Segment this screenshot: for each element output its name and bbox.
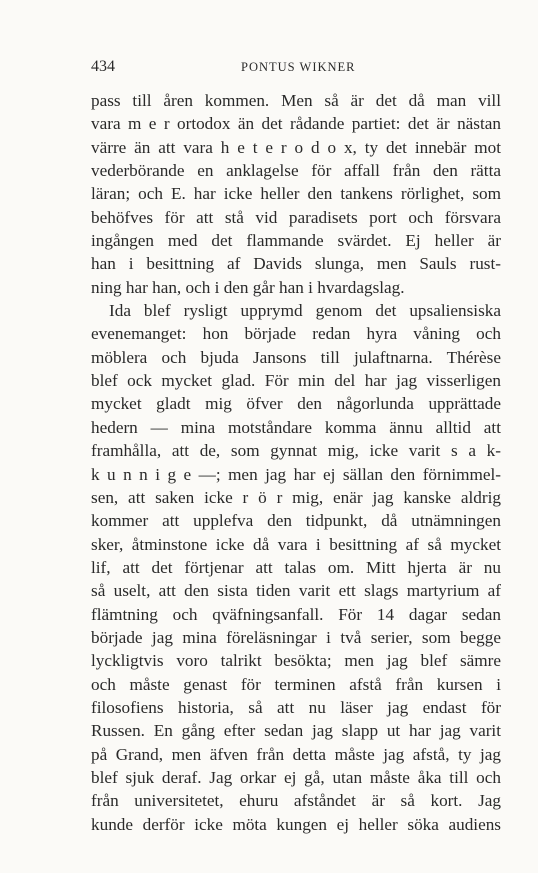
text-line: vederbörande en anklagelse för affall från den rätta [91,161,501,181]
text-line: evenemanget: hon började redan hyra våning och [91,324,501,344]
text-line: ingången med det flammande svärdet. Ej heller är [91,231,501,251]
text-line: han i besittning af Davids slunga, men Sauls rust- [91,254,501,274]
body-text [91,89,501,836]
text-line: och måste genast för terminen afstå från kursen i [91,674,501,694]
text-line: läran; och E. har icke heller den tankens rörlighet, som [91,184,501,204]
text-line: Ida blef rysligt upprymd genom det upsaliensiska [109,301,501,321]
page-number: 434 [91,58,115,75]
text-line: kommer att upplefva den tidpunkt, då utnämningen [91,511,501,531]
page-header [91,58,501,82]
text-line: på Grand, men äfven från detta måste jag afstå, ty jag [91,744,501,764]
text-line: blef sjuk deraf. Jag orkar ej gå, utan måste åka till och [91,767,501,787]
text-line: ning har han, och i den går han i hvardagslag. [91,277,405,297]
text-line: behöfves för att stå vid paradisets port och försvara [91,207,501,227]
text-line: sker, åtminstone icke då vara i besittning af så mycket [91,534,501,554]
text-line: lyckligtvis voro talrikt besökta; men jag blef sämre [91,651,501,671]
running-head: PONTUS WIKNER [241,60,356,74]
text-line: möblera och bjuda Jansons till julaftnarna. Thérèse [91,347,501,367]
text-line: vara m e r ortodox än det rådande partiet: det är nästan [91,114,501,134]
text-line: hedern — mina motståndare komma ännu alltid att [91,417,501,437]
text-line: k u n n i g e —; men jag har ej sällan den förnimmel- [91,464,501,484]
text-line: började jag mina föreläsningar i två serier, som begge [91,627,501,647]
text-line: värre än att vara h e t e r o d o x, ty det innebär mot [91,137,501,157]
text-line: filosofiens historia, så att nu läser jag endast för [91,697,501,717]
text-line: kunde derför icke möta kungen ej heller söka audiens [91,814,501,834]
text-line: från universitetet, ehuru afståndet är så kort. Jag [91,791,501,811]
text-line: Russen. En gång efter sedan jag slapp ut har jag varit [91,721,501,741]
text-line: mycket gladt mig öfver den någorlunda upprättade [91,394,501,414]
text-line: så uselt, att den sista tiden varit ett slags martyrium af [91,581,501,601]
text-line: lif, att det förtjenar att talas om. Mitt hjerta är nu [91,557,501,577]
text-line: framhålla, att de, som gynnat mig, icke varit s a k- [91,441,501,461]
text-line: pass till åren kommen. Men så är det då man vill [91,91,501,110]
text-line: sen, att saken icke r ö r mig, enär jag kanske aldrig [91,487,501,507]
text-line: blef ock mycket glad. För min del har jag visserligen [91,371,501,391]
text-line: flämtning och qväfningsanfall. För 14 dagar sedan [91,604,501,624]
